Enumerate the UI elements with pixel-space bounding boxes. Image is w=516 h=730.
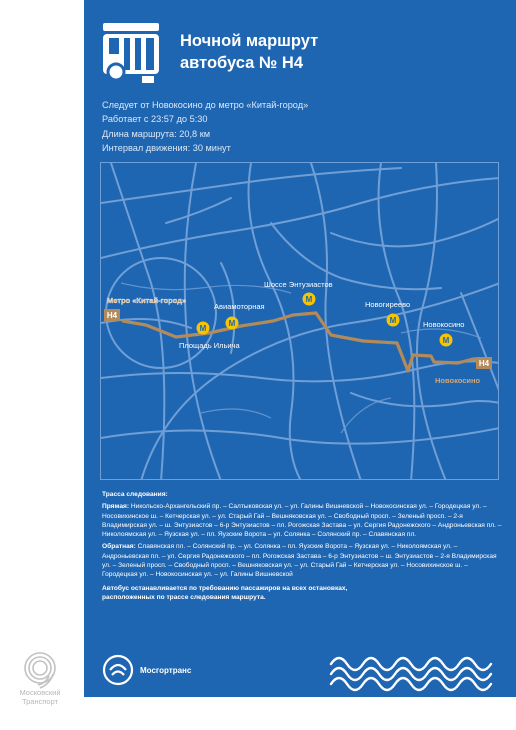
route-hours: Работает с 23:57 до 5:30 (102, 114, 208, 125)
metro-marker-novogireevo (387, 314, 400, 327)
bus-icon (102, 22, 160, 84)
svg-text:М: М (442, 336, 450, 345)
route-map (100, 162, 499, 480)
label-novokosino-terminal: Новокосино (435, 376, 481, 385)
route-follows: Следует от Новокосино до метро «Китай-город» (102, 100, 309, 110)
terminal-badge-kitay-gorod (104, 309, 120, 321)
terminal-badge-novokosino (476, 357, 492, 369)
moscow-transport-label (4, 688, 76, 706)
label-novokosino-metro: Новокосино (423, 320, 465, 329)
svg-text:М: М (199, 324, 207, 333)
mosgortrans-name: Мосгортранс (140, 666, 192, 675)
route-direct (102, 502, 502, 539)
route-direct-label: Прямая: (102, 503, 130, 511)
route-note-line2: расположенных по трассе следования маршрута. (102, 593, 266, 601)
label-kitay-gorod: Метро «Китай-город» (107, 296, 187, 305)
route-reverse (102, 542, 502, 579)
route-poster (84, 0, 516, 697)
route-description (102, 490, 502, 605)
route-heading: Трасса следования: (102, 491, 168, 498)
title-line-1: Ночной маршрут (180, 32, 319, 50)
label-ploshchad-ilicha: Площадь Ильича (179, 341, 240, 350)
minor-roads (121, 283, 481, 433)
label-shosse-entuziastov: Шоссе Энтузиастов (264, 280, 333, 289)
wave-ornament-icon (329, 650, 494, 694)
metro-marker-shosse-entuziastov (303, 293, 316, 306)
route-info (102, 98, 308, 155)
svg-text:М: М (389, 316, 397, 325)
route-reverse-label: Обратная: (102, 543, 136, 551)
svg-text:Н4: Н4 (106, 311, 118, 320)
route-map-canvas (101, 163, 499, 480)
route-note-line1: Автобус останавливается по требованию пассажиров на всех остановках, (102, 584, 348, 592)
route-length: Длина маршрута: 20,8 км (102, 128, 211, 139)
route-direct-text: Никольско-Архангельский пр. – Салтыковская ул. – ул. Галины Вишневской – Новокосинская ул. – Городецкая ул. – Носовихинское ш. – Кетчерская ул. – ул. Старый Гай – Вешняковская ул. – Свободный просп. – Зеленый просп. – 2-я Владимирская ул. – ш. Энтузиастов – 6-р Энтузиастов – пл. Рогожская Застава – ул. Сергия Радонежского – Андроньевская пл. – Николоямская ул. – Яузская ул. – пл. Яузские Ворота – ул. Солянка – Солянский пр. – Славянская пл. (102, 503, 502, 539)
label-novogireevo: Новогиреево (365, 300, 411, 309)
svg-text:М: М (305, 295, 313, 304)
svg-text:М: М (228, 319, 236, 328)
route-interval: Интервал движения: 30 минут (102, 142, 231, 153)
moscow-transport-line1: Московский (19, 688, 61, 697)
route-reverse-text: Славянская пл. – Солянский пр. – ул. Солянка – пл. Яузские Ворота – Яузская ул. – Николоямская ул. – Андроньевская пл. – ул. Сергия Радонежского – пл. Рогожская Застава – 6-р Энтузиастов – ш. Энтузиастов – 2-я Владимирская ул. – Зеленый просп. – Свободный просп. – Вешняковская ул. – ул. Старый Гай – Кетчерская ул. – Носовихинское ш. – Городецкая ул. – Новокосинская ул. – ул. Галины Вишневской (102, 543, 497, 579)
svg-text:Н4: Н4 (478, 359, 490, 368)
metro-marker-novokosino (440, 334, 453, 347)
title-line-2: автобуса № Н4 (180, 54, 303, 72)
metro-marker-ploshchad-ilicha (197, 322, 210, 335)
metro-marker-aviamotornaya (226, 317, 239, 330)
moscow-transport-logo-icon (10, 650, 70, 690)
page-title (180, 30, 318, 74)
moscow-transport-line2: Транспорт (21, 697, 59, 706)
route-note (102, 584, 502, 603)
label-aviamotornaya: Авиамоторная (214, 302, 265, 311)
